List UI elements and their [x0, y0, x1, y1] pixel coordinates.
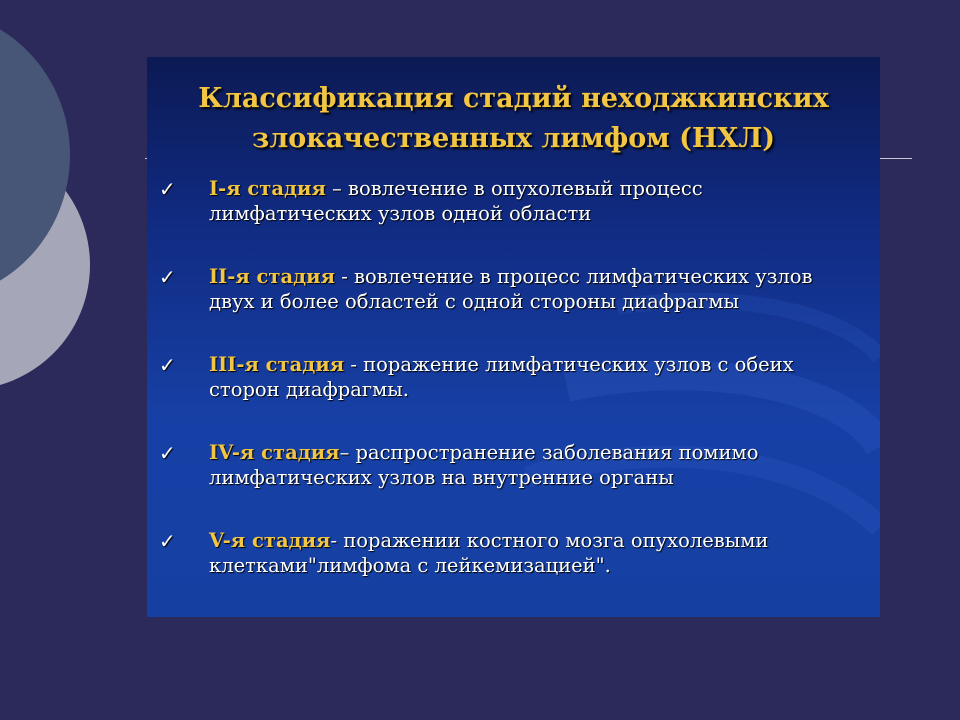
stage-text: – распространение заболевания помимо лимфатических узлов на внутренние органы: [209, 441, 759, 489]
stage-item-5: [159, 528, 859, 616]
stage-text: - вовлечение в процесс лимфатических узлов двух и более областей с одной стороны диафрагмы: [209, 265, 813, 313]
stage-label: IV-я стадия: [209, 441, 340, 464]
stage-text: - поражении костного мозга опухолевыми клетками"лимфома с лейкемизацией".: [209, 529, 769, 577]
stage-item-2: [159, 264, 859, 352]
stage-text: – вовлечение в опухолевый процесс лимфатических узлов одной области: [209, 177, 703, 225]
checkmark-icon: ✓: [159, 529, 176, 553]
stage-label: V-я стадия: [209, 529, 331, 552]
checkmark-icon: ✓: [159, 441, 176, 465]
stage-list: [159, 176, 859, 616]
stage-item-3: [159, 352, 859, 440]
slide-title: [147, 79, 880, 159]
stage-label: III-я стадия: [209, 353, 345, 376]
stage-item-4: [159, 440, 859, 528]
stage-text: - поражение лимфатических узлов с обеих сторон диафрагмы.: [209, 353, 794, 401]
stage-label: I-я стадия: [209, 177, 326, 200]
checkmark-icon: ✓: [159, 353, 176, 377]
checkmark-icon: ✓: [159, 265, 176, 289]
stage-item-1: [159, 176, 859, 264]
title-line-1: Классификация стадий неходжкинских: [198, 83, 829, 114]
slide-panel: [147, 57, 880, 617]
stage-label: II-я стадия: [209, 265, 335, 288]
checkmark-icon: ✓: [159, 177, 176, 201]
title-line-2: злокачественных лимфом (НХЛ): [251, 123, 776, 154]
